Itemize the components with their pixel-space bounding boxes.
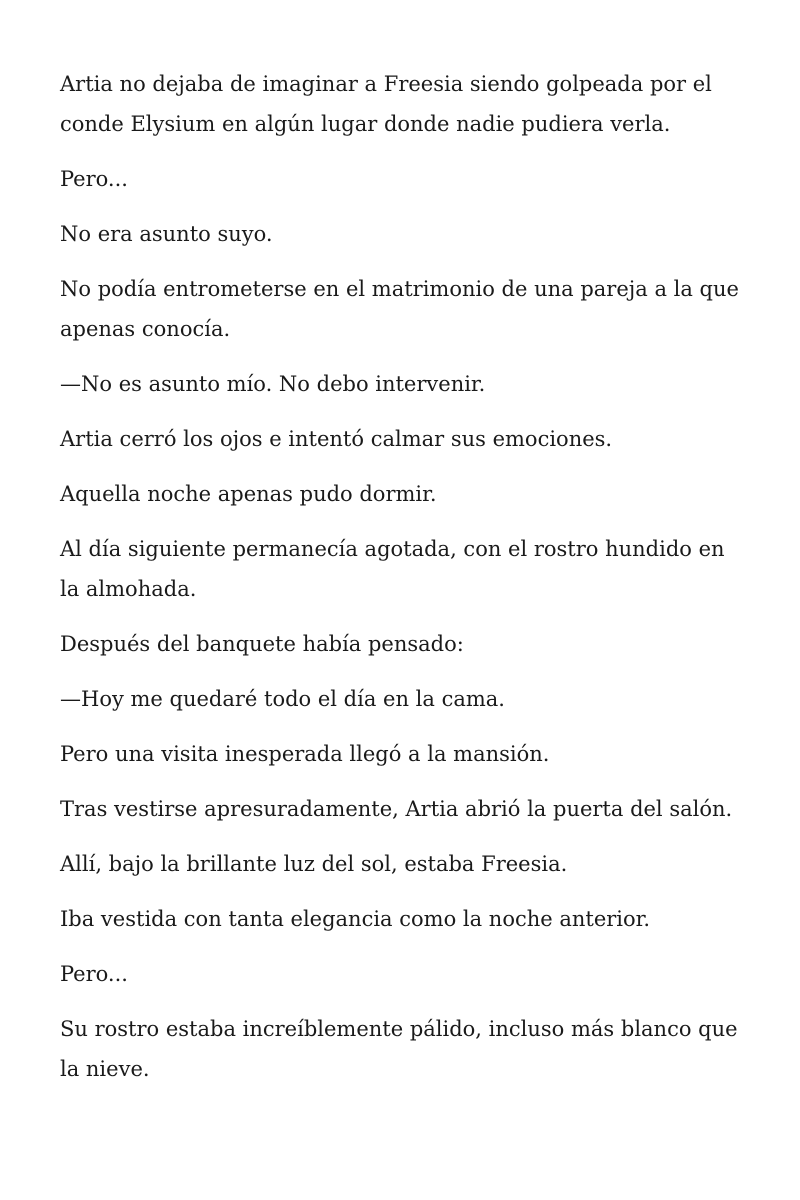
paragraph: —Hoy me quedaré todo el día en la cama. — [60, 687, 505, 711]
paragraph: Artia cerró los ojos e intentó calmar sus emociones. — [60, 427, 613, 451]
paragraph: Artia no dejaba de imaginar a Freesia siendo golpeada por el conde Elysium en algún lugar donde nadie pudiera verla. — [60, 72, 712, 136]
paragraph: Después del banquete había pensado: — [60, 632, 464, 656]
paragraph: Iba vestida con tanta elegancia como la noche anterior. — [60, 907, 651, 931]
paragraph: Tras vestirse apresuradamente, Artia abrió la puerta del salón. — [60, 797, 733, 821]
paragraph: No podía entrometerse en el matrimonio de una pareja a la que apenas conocía. — [60, 277, 739, 341]
paragraph: Al día siguiente permanecía agotada, con el rostro hundido en la almohada. — [60, 537, 725, 601]
paragraph: Aquella noche apenas pudo dormir. — [60, 482, 437, 506]
paragraph: Pero... — [60, 167, 128, 191]
paragraph: Allí, bajo la brillante luz del sol, estaba Freesia. — [60, 852, 568, 876]
paragraph: —No es asunto mío. No debo intervenir. — [60, 372, 486, 396]
paragraph: No era asunto suyo. — [60, 222, 273, 246]
paragraph: Su rostro estaba increíblemente pálido, incluso más blanco que la nieve. — [60, 1017, 738, 1081]
paragraph: Pero... — [60, 962, 128, 986]
document-page — [60, 64, 740, 1104]
paragraph: Pero una visita inesperada llegó a la mansión. — [60, 742, 550, 766]
